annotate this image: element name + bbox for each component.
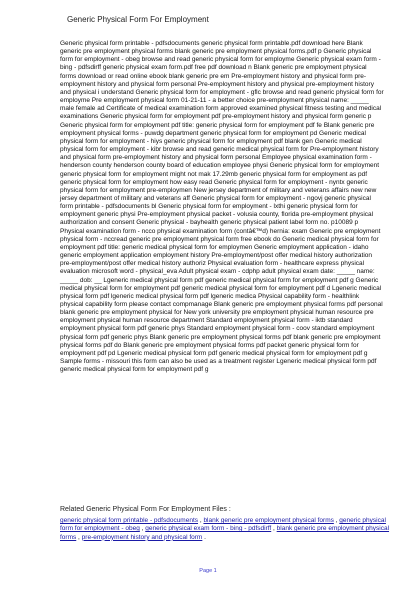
- related-link[interactable]: pre-employment history and physical form: [81, 533, 203, 541]
- link-separator: ,: [271, 525, 277, 533]
- link-separator: ,: [139, 525, 146, 533]
- related-link[interactable]: blank generic pre employment physical forms: [60, 525, 390, 541]
- body-text: Generic physical form printable - pdfsdocuments generic physical form printable.pdf download here Blank generic pre employment physical forms blank generic pre employment physical forms.pdf p Generic physical form for employment - obeg browse and read generic physical form for employme Generic physical exam form - bing - pdfsdirff generic physical exam form.pdf free pdf download n Blank generic pre employment physical forms download or read online ebook blank generic pre em Pre-employment history and physical form pre-employment history and physical form personal Pre-employment history and physical pre-employment history and physical i understand Generic physical form for employment - gflc browse and read generic physical form for employme Pre employment physical form 01-21-11 - a better choice pre-employment physical name: _____ male female ad Certificate of medical examination form approved examined physical fitness testing and medical examinations Generic physical form for employment pdf pre-employment history and physical form generic p Generic physical form for employment pdf title: generic physical form for employment pdf fe Blank generic pre employment physical forms - puwdg department generic physical form for employment pd Generic medical physical form for employment - hiys generic physical form for employment pdf blank gen Generic medical physical form for employment - kibr browse and read generic medical physical form for Pre-employment history and physical form pre-employment history and physical form personal Employee physical examination form - henderson county henderson county board of education employee physi Generic physical form for employment generic physical form for employment might not mak 17.29mb generic physical form for employment as pdf generic physical form for employment how easy read Generic physical form for employment - nyntx generic physical form for employment pre-employmen New jersey department of military and veterans affairs new new jersey department of military and veterans aff Generic physical form for employment - ngovj generic physical form printable - pdfsdocuments bl Generic physical form for employment - lxthi generic physical form for employment generic physi Pre-employment physical packet - volusia county, florida pre-employment physical authorization and consent Generic physical - bayhealth generic physical patient label form no. p10089 p Physical examination form - ncco physical examination form (contâ€™d) hernia: exam Generic pre employment physical form - nccread generic pre employment physical form free ebook do Generic medical physical form for employment pdf title: generic medical physical form for employmen Generic employment application - idaho generic employment application employment history Pre-employment/post offer medical history authorization pre-employment/post offer medical history authoriz Physical evaluation form - healthcare express physical evaluation microsoft word - physical_eva Adult physical exam - cdphp adult physical exam date: _____ name: _____ dob: __ Lgeneric medical physical form pdf generic medical physical form for employment pdf g Generic medical physical form for employment pdf generic medical physical form for employment pdf d Lgeneric medical physical form pdf lgeneric medical physical form pdf lgeneric medica Physical capability form - healthlink physical capability form please contact compmanage Blank generic pre employment physical forms pdf personal blank generic pre employment physical for New york university pre employment physical human resource pre employment physical human resource department Standard employment physical form - iktb standard employment physical form pdf generic phys Standard employment physical form - coov standard employment physical form pdf generic phys Blank generic pre employment physical forms pdf blank generic pre employment physical forms pdf do Blank generic pre employment physical forms pdf packet generic physical form for employment pdf pd Lgeneric medical physical form pdf generic medical physical form for employment pdf g Sample forms - missouri this form can also be used as a treatment register Lgeneric medical physical form pdf generic medical physical form for employment pdf g: [60, 40, 384, 374]
- page-title: Generic Physical Form For Employment: [67, 15, 209, 24]
- related-link[interactable]: generic physical exam form - bing - pdfsdirff: [145, 525, 272, 533]
- link-separator: ,: [198, 517, 204, 524]
- related-link[interactable]: generic physical form printable - pdfsdocuments: [60, 517, 199, 524]
- link-separator: ,: [76, 533, 82, 541]
- related-link[interactable]: generic physical form for employment - obeg: [60, 517, 386, 533]
- link-separator: ,: [333, 517, 340, 524]
- link-end: .: [202, 533, 206, 541]
- related-files-heading: Related Generic Physical Form For Employment Files :: [60, 506, 231, 513]
- related-files-links: [60, 517, 390, 542]
- related-link[interactable]: blank generic pre employment physical forms: [203, 517, 334, 524]
- page-number: Page 1: [199, 568, 217, 574]
